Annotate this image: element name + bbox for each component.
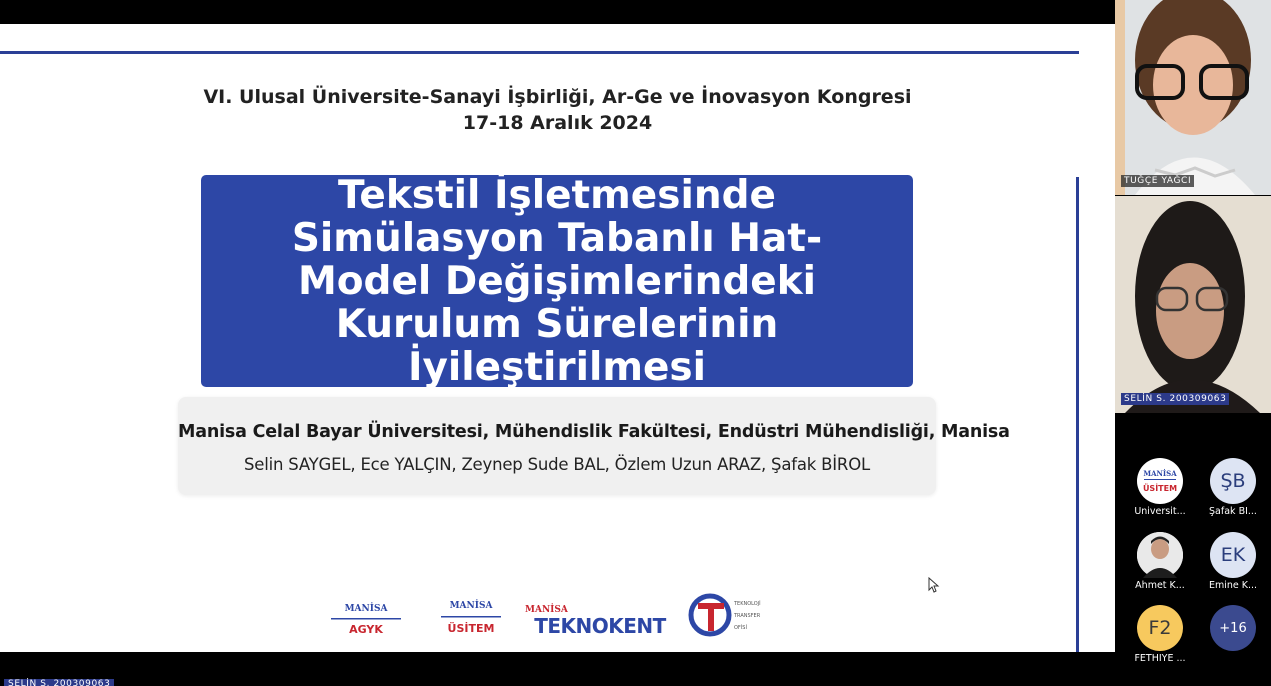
conference-date: 17-18 Aralık 2024 bbox=[462, 112, 653, 134]
avatar-name: Emine K... bbox=[1208, 580, 1258, 591]
participant-avatar-grid bbox=[1115, 458, 1271, 686]
avatar-name: FETHİYE ... bbox=[1134, 653, 1186, 664]
video-tile-2[interactable] bbox=[1115, 196, 1271, 413]
affiliation-box bbox=[178, 397, 1010, 495]
participants-panel bbox=[1115, 0, 1271, 686]
participant-video-icon bbox=[1115, 196, 1271, 413]
tto-logo bbox=[688, 589, 780, 645]
paper-title-box bbox=[201, 172, 913, 390]
avatar-initials: ŞB bbox=[1210, 458, 1256, 504]
participant-name-label: TUĞÇE YAĞCI bbox=[1121, 175, 1194, 187]
avatar-name: Ahmet K... bbox=[1135, 580, 1185, 591]
authors: Selin SAYGEL, Ece YALÇIN, Zeynep Sude BAL, Özlem Uzun ARAZ, Şafak BİROL bbox=[244, 455, 870, 474]
participant-name-label: SELİN S. 200309063 bbox=[1121, 393, 1229, 405]
slide-top-rule bbox=[0, 51, 1079, 54]
avatar-tile[interactable] bbox=[1202, 458, 1264, 517]
more-participants-button[interactable] bbox=[1202, 605, 1264, 651]
participant-video-icon bbox=[1115, 0, 1271, 195]
paper-title: Tekstil İşletmesinde Simülasyon Tabanlı Hat-Model Değişimlerindeki Kurulum Sürelerinin İyileştirilmesi bbox=[291, 172, 823, 390]
svg-text:ÜSİTEM: ÜSİTEM bbox=[1142, 484, 1178, 493]
usitem-logo-avatar-icon bbox=[1137, 458, 1183, 504]
avatar-tile[interactable] bbox=[1129, 458, 1191, 517]
mouse-cursor-icon bbox=[928, 577, 940, 593]
svg-text:MANİSA: MANİSA bbox=[1143, 469, 1177, 478]
svg-text:TEKNOLOJİ: TEKNOLOJİ bbox=[734, 601, 761, 607]
slide-right-rule bbox=[1076, 177, 1079, 652]
avatar-tile[interactable] bbox=[1129, 605, 1191, 664]
person-photo-avatar-icon bbox=[1137, 532, 1183, 578]
avatar-initials: F2 bbox=[1137, 605, 1183, 651]
svg-text:TRANSFER: TRANSFER bbox=[734, 613, 761, 619]
institution: Manisa Celal Bayar Üniversitesi, Mühendislik Fakültesi, Endüstri Mühendisliği, Manisa bbox=[178, 422, 1010, 442]
avatar-name: Şafak Bİ... bbox=[1209, 506, 1257, 517]
svg-text:OFİSİ: OFİSİ bbox=[734, 625, 747, 631]
teknokent-logo: MANİSA TEKNOKENT bbox=[525, 604, 666, 638]
shared-slide bbox=[0, 24, 1115, 652]
video-tile-1[interactable] bbox=[1115, 0, 1271, 195]
avatar-name: Üniversit... bbox=[1134, 506, 1186, 517]
avatar-tile[interactable] bbox=[1202, 532, 1264, 591]
logo-row bbox=[320, 589, 790, 645]
agyk-logo: MANİSA AGYK bbox=[323, 599, 409, 641]
tto-emblem-icon bbox=[688, 589, 780, 645]
avatar-initials: EK bbox=[1210, 532, 1256, 578]
avatar-tile[interactable] bbox=[1129, 532, 1191, 591]
more-count: +16 bbox=[1210, 605, 1256, 651]
presenter-name-label: SELİN S. 200309063 bbox=[4, 679, 114, 686]
usitem-logo: MANİSA ÜSİTEM bbox=[435, 595, 507, 641]
conference-title: VI. Ulusal Üniversite-Sanayi İşbirliği, Ar-Ge ve İnovasyon Kongresi bbox=[203, 86, 912, 108]
